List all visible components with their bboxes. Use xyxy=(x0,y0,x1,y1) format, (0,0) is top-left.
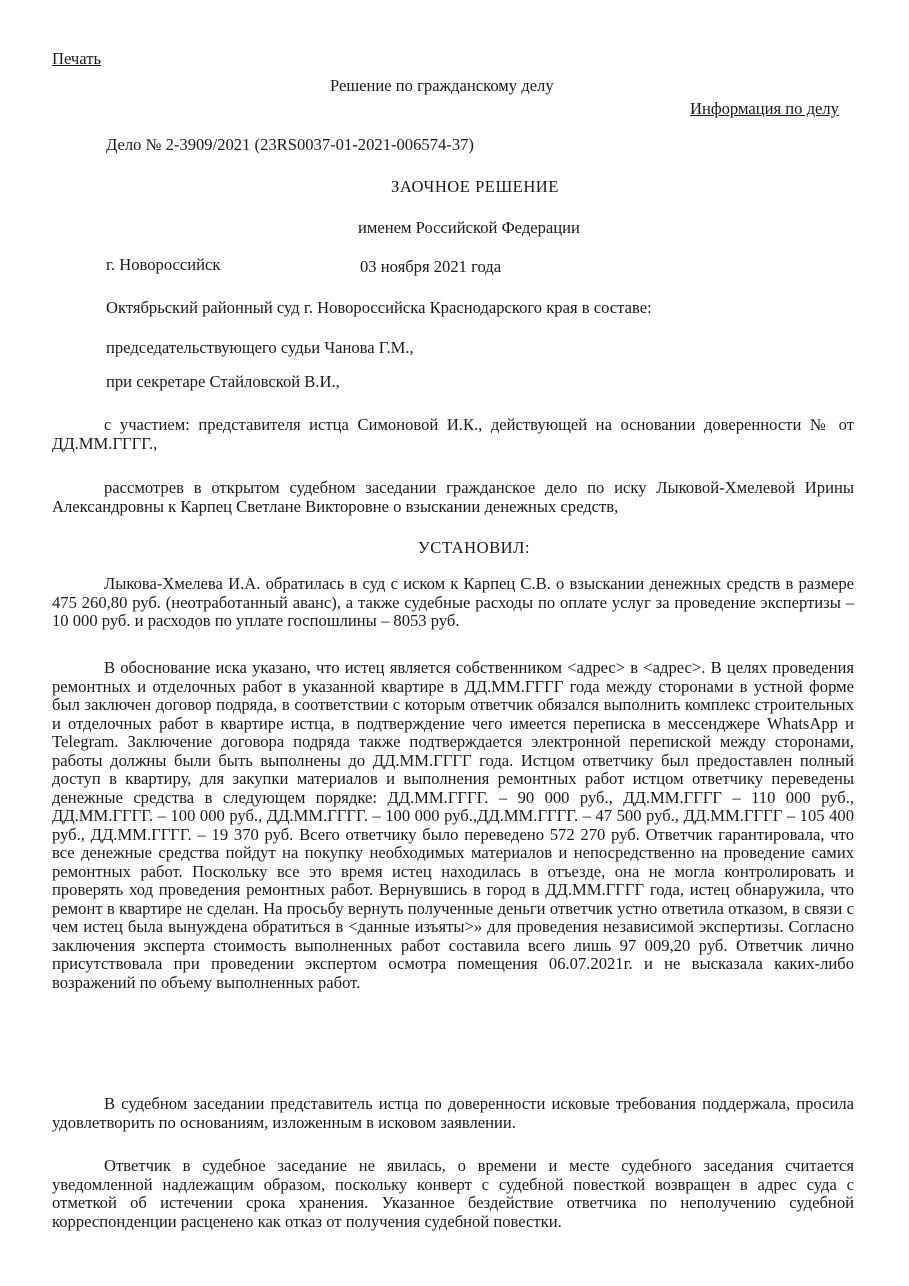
established-heading: УСТАНОВИЛ: xyxy=(418,538,530,557)
print-link[interactable]: Печать xyxy=(52,49,102,68)
body-paragraph: Ответчик в судебное заседание не явилась, о времени и месте судебного заседания считается уведомленной надлежащим образом, поскольку конверт с судебной повесткой возвращен в адрес суда с отметкой об истечении срока хранения. Указанное бездействие ответчика по неполучению судебной корреспонденции расценено как отказ от получения судебной повестки. xyxy=(52,1156,854,1231)
court-composition: Октябрьский районный суд г. Новороссийска Краснодарского края в составе: xyxy=(106,298,652,317)
body-paragraph: В судебном заседании представитель истца по доверенности исковые требования поддержала, просила удовлетворить по основаниям, изложенным в исковом заявлении. xyxy=(52,1094,854,1132)
decision-type-heading: ЗАОЧНОЕ РЕШЕНИЕ xyxy=(391,177,559,196)
presiding-judge: председательствующего судьи Чанова Г.М., xyxy=(106,338,414,357)
participation-paragraph: с участием: представителя истца Симоновой И.К., действующей на основании доверенности № от ДД.ММ.ГГГГ., xyxy=(52,415,854,453)
city: г. Новороссийск xyxy=(106,255,221,274)
body-paragraph: В обоснование иска указано, что истец является собственником <адрес> в <адрес>. В целях проведения ремонтных и отделочных работ в указанной квартире в ДД.ММ.ГГГГ года между сторонами в устной форме был заключен договор подряда, в соответствии с которым ответчик обязался выполнить комплекс строительных и отделочных работ в квартире истца, в подтверждение чего имеется переписка в мессенджере WhatsApp и Telegram. Заключение договора подряда также подтверждается электронной перепиской между сторонами, работы должны были быть выполнены до ДД.ММ.ГГГГ года. Истцом ответчику был предоставлен полный доступ в квартиру, для закупки материалов и выполнения ремонтных работ истцом ответчику переведены денежные средства в следующем порядке: ДД.ММ.ГГГГ. – 90 000 руб., ДД.ММ.ГГГГ – 110 000 руб., ДД.ММ.ГГГГ. – 100 000 руб., ДД.ММ.ГГГГ. – 100 000 руб.,ДД.ММ.ГГГГ. – 47 500 руб., ДД.ММ.ГГГГ – 105 400 руб., ДД.ММ.ГГГГ. – 19 370 руб. Всего ответчику было переведено 572 270 руб. Ответчик гарантировала, что все денежные средства пойдут на покупку необходимых материалов и непосредственно на проведение самих ремонтных работ. Поскольку все это время истец находилась в отъезде, она не могла контролировать и проверять ход проведения ремонтных работ. Вернувшись в город в ДД.ММ.ГГГГ года, истец обнаружила, что ремонт в квартире не сделан. На просьбу вернуть полученные деньги ответчик устно ответила отказом, в связи с чем истец была вынуждена обратиться в <данные изъяты>» для проведения независимой экспертизы. Согласно заключения эксперта стоимость выполненных работ составила всего лишь 97 009,20 руб. Ответчик лично присутствовала при проведении экспертом осмотра помещения 06.07.2021г. и не высказала каких-либо возражений по объему выполненных работ. xyxy=(52,658,854,992)
case-info-link[interactable]: Информация по делу xyxy=(690,99,839,118)
decision-date: 03 ноября 2021 года xyxy=(360,257,502,276)
document-title: Решение по гражданскому делу xyxy=(330,76,554,95)
court-secretary: при секретаре Стайловской В.И., xyxy=(106,372,340,391)
body-paragraph: Лыкова-Хмелева И.А. обратилась в суд с иском к Карпец С.В. о взыскании денежных средств в размере 475 260,80 руб. (неотработанный аванс), а также судебные расходы по оплате услуг за проведение экспертизы – 10 000 руб. и расходов по уплате госпошлины – 8053 руб. xyxy=(52,574,854,630)
in-name-of-federation: именем Российской Федерации xyxy=(358,218,580,237)
case-number: Дело № 2-3909/2021 (23RS0037-01-2021-006574-37) xyxy=(106,135,474,154)
considered-paragraph: рассмотрев в открытом судебном заседании гражданское дело по иску Лыковой-Хмелевой Ирины Александровны к Карпец Светлане Викторовне о взыскании денежных средств, xyxy=(52,478,854,516)
